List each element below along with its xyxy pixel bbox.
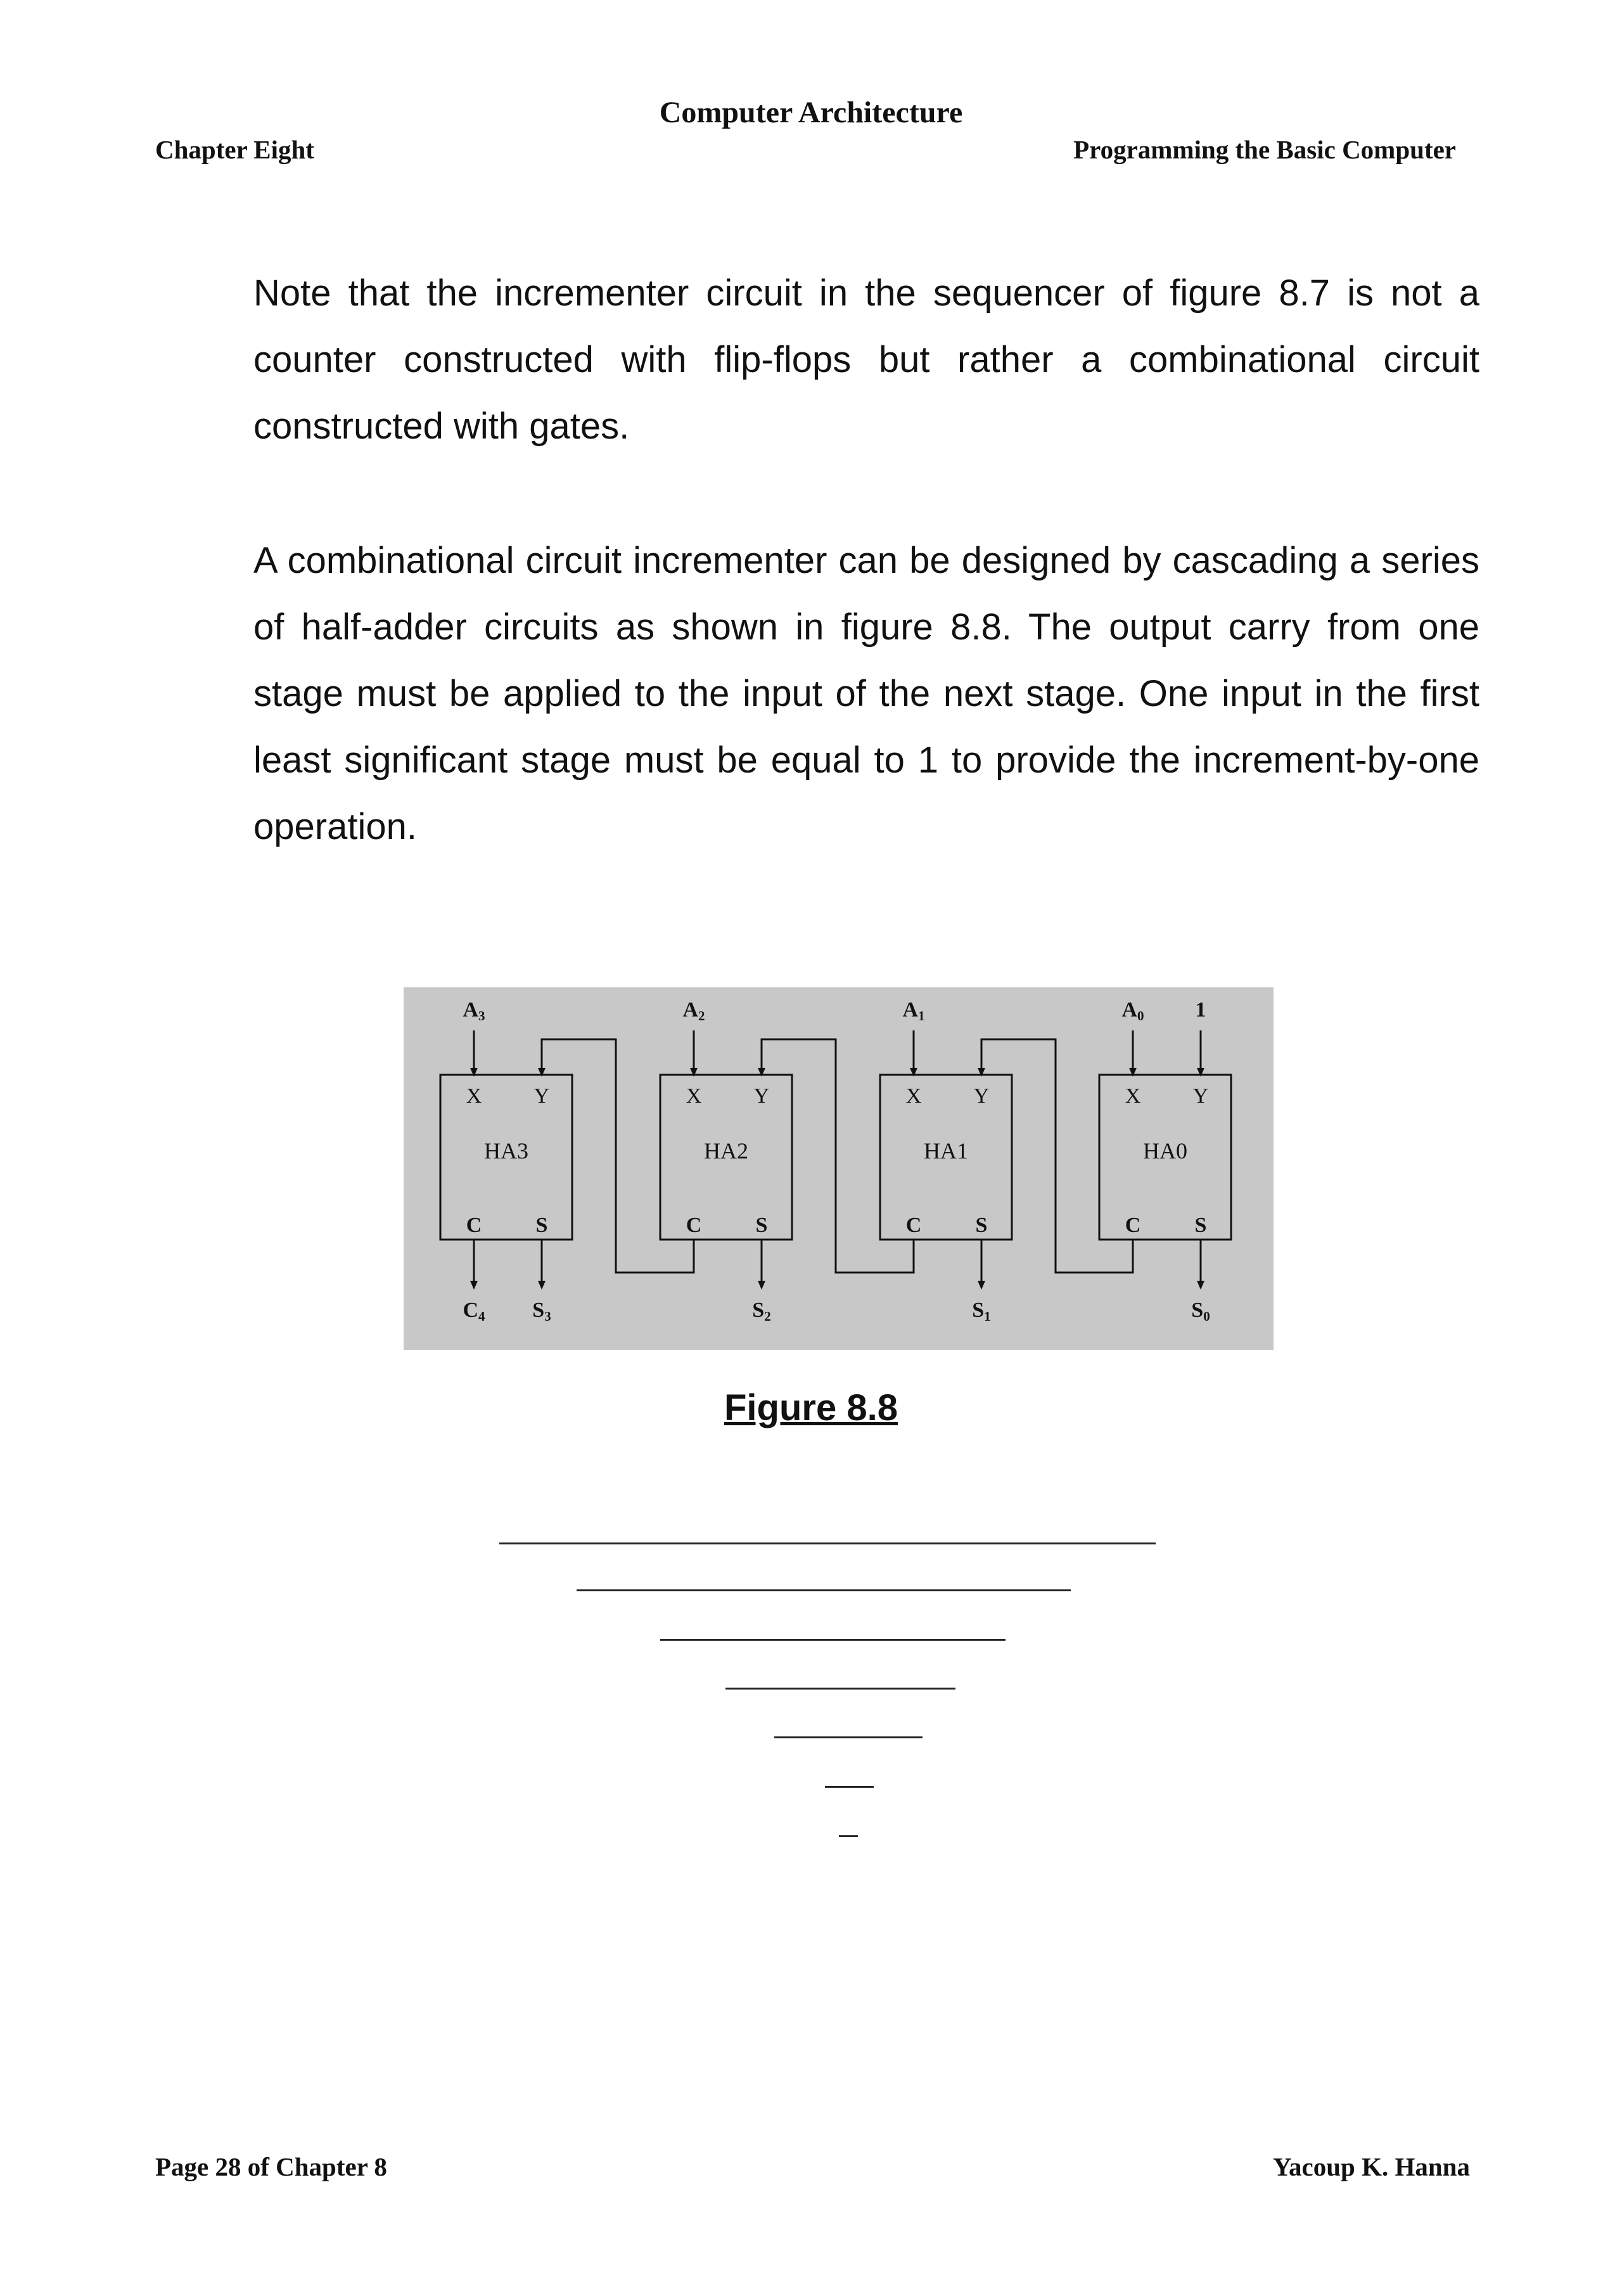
half-adder-name: HA2	[704, 1138, 748, 1164]
port-c-label: C	[466, 1214, 482, 1237]
paragraph-half-adder-cascade: A combinational circuit incrementer can be designed by cascading a series of half-adder circuits as shown in figure 8.8. The output carry from one stage must be applied to the input of the next stage. One input in the first least significant stage must be equal to 1 to provide the increment-by-one operation.	[253, 540, 1479, 847]
port-y-label: Y	[1192, 1084, 1209, 1108]
port-x-label: X	[466, 1084, 482, 1108]
end-rule	[774, 1736, 923, 1738]
end-rule	[839, 1835, 858, 1837]
input-a-label: A0	[1121, 998, 1144, 1023]
end-rule	[577, 1589, 1071, 1591]
half-adder-name: HA0	[1143, 1138, 1187, 1164]
port-x-label: X	[686, 1084, 702, 1108]
port-c-label: C	[1125, 1214, 1141, 1237]
sum-output-label: S0	[1191, 1299, 1210, 1324]
input-a-label: A2	[682, 998, 705, 1023]
input-a-label: A1	[902, 998, 925, 1023]
author-name: Yacoup K. Hanna	[1272, 2152, 1470, 2181]
port-s-label: S	[755, 1214, 768, 1237]
figure-background	[404, 987, 1274, 1350]
port-c-label: C	[905, 1214, 922, 1237]
section-title: Programming the Basic Computer	[1073, 135, 1456, 164]
port-x-label: X	[1125, 1084, 1141, 1108]
port-s-label: S	[535, 1214, 548, 1237]
end-rule	[725, 1688, 955, 1690]
half-adder-name: HA3	[484, 1138, 528, 1164]
end-rule	[825, 1786, 874, 1788]
port-c-label: C	[686, 1214, 702, 1237]
running-title: Computer Architecture	[659, 96, 963, 129]
end-rule	[660, 1639, 1006, 1641]
port-s-label: S	[1194, 1214, 1207, 1237]
figure-caption: Figure 8.8	[724, 1387, 898, 1428]
port-x-label: X	[905, 1084, 922, 1108]
carry-output-label: C4	[463, 1299, 485, 1324]
constant-one-input-label: 1	[1195, 998, 1206, 1022]
chapter-label: Chapter Eight	[155, 135, 314, 164]
half-adder-incrementer-diagram	[404, 987, 1274, 1350]
port-y-label: Y	[533, 1084, 550, 1108]
input-a-label: A3	[463, 998, 485, 1023]
sum-output-label: S3	[532, 1299, 551, 1324]
half-adder-name: HA1	[924, 1138, 968, 1164]
port-s-label: S	[975, 1214, 988, 1237]
port-y-label: Y	[973, 1084, 990, 1108]
port-y-label: Y	[753, 1084, 770, 1108]
end-rule	[499, 1542, 1156, 1544]
paragraph-incrementer-note: Note that the incrementer circuit in the sequencer of figure 8.7 is not a counter constructed with flip-flops but rather a combinational circuit constructed with gates.	[253, 273, 1479, 447]
page-number: Page 28 of Chapter 8	[155, 2152, 387, 2181]
sum-output-label: S2	[752, 1299, 771, 1324]
sum-output-label: S1	[972, 1299, 991, 1324]
